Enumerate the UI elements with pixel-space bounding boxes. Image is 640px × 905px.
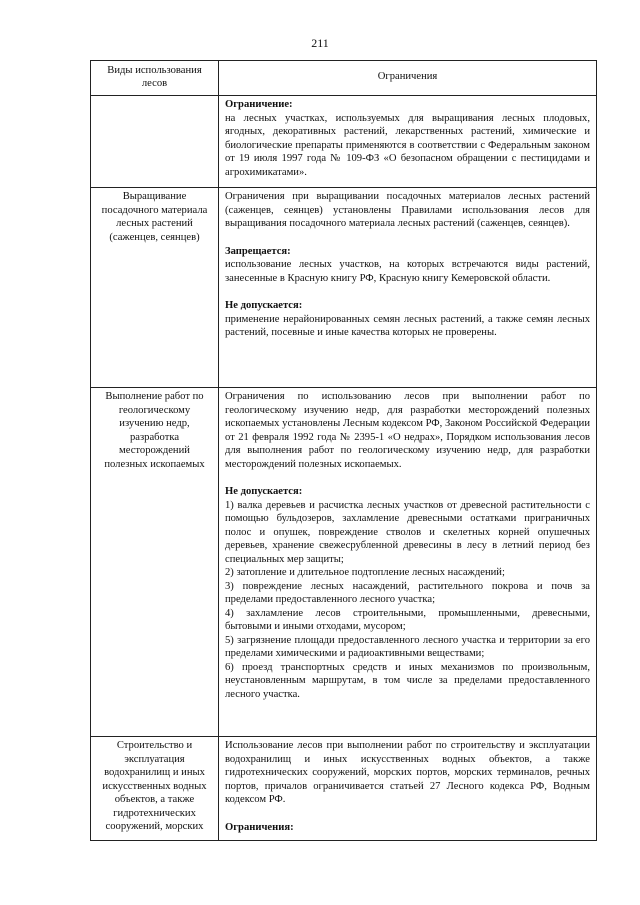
forest-use-cell: Выращивание посадочного материала лесных растений (саженцев, сеянцев) (91, 188, 219, 388)
restrictions-table (90, 60, 597, 841)
block-text: Использование лесов при выполнении работ по строительству и эксплуатации водохранилищ и иных искусственных водных объектов, а также гидротехнических сооружений, морских портов, морских терминалов, речных портов, причалов ограничивается статьей 27 Лесного кодекса РФ, Водным кодексом РФ. (225, 740, 590, 805)
block-text: Ограничения по использованию лесов при выполнении работ по геологическому изучению недр, для разработки месторождений полезных ископаемых установлены Лесным кодексом РФ, Законом Российской Федерации от 21 февраля 1992 года № 2395-1 «О недрах», Порядком использования лесов для выполнения работ по геологическому изучению недр, для разработки месторождений полезных ископаемых. (225, 391, 590, 470)
forest-use-cell: Строительство и эксплуатация водохранилищ и иных искусственных водных объектов, а также гидротехнических сооружений, морских (91, 737, 219, 841)
forest-use-cell (91, 96, 219, 188)
block-text: Ограничения при выращивании посадочных материалов лесных растений (саженцев, сеянцев) установлены Правилами использования лесов для выращивания посадочного материала лесных растений (саженцев, сеянцев). (225, 191, 590, 229)
restrictions-cell (219, 188, 597, 388)
list-item: 1) валка деревьев и расчистка лесных участков от древесной растительности с помощью бульдозеров, захламление древесными остатками приграничных полос и опушек, повреждение стволов и скелетных корней опушечных деревьев, хранение свежесрубленной древесины в лесу в летний период без специальных мер защиты; (225, 499, 590, 565)
restriction-block (225, 485, 590, 701)
restriction-block (225, 821, 590, 835)
forest-use-cell: Выполнение работ по геологическому изучению недр, разработка месторождений полезных ископаемых (91, 388, 219, 737)
page-number: 211 (311, 36, 329, 50)
table-row (91, 96, 597, 188)
block-text: использование лесных участков, на которых встречаются виды растений, занесенные в Красную книгу РФ, Красную книгу Кемеровской области. (225, 259, 590, 284)
list-item: 6) проезд транспортных средств и иных механизмов по произвольным, неустановленным маршрутам, в том числе за пределами предоставленного лесного участка. (225, 661, 590, 700)
block-text: на лесных участках, используемых для выращивания лесных плодовых, ягодных, декоративных растений, лекарственных растений, химические и биологические препараты применяются в соответствии с Федеральным законом от 19 июля 1997 года № 109-ФЗ «О безопасном обращении с пестицидами и агрохимикатами». (225, 112, 590, 178)
block-heading: Ограничения: (225, 821, 294, 833)
block-heading: Ограничение: (225, 99, 293, 110)
restriction-block (225, 739, 590, 807)
table-row (91, 737, 597, 841)
restriction-block (225, 299, 590, 340)
list-item: 4) захламление лесов строительными, промышленными, древесными, бытовыми и иными отходами, мусором; (225, 607, 590, 632)
restriction-block (225, 98, 590, 179)
restriction-block (225, 390, 590, 471)
block-heading: Не допускается: (225, 300, 303, 311)
restriction-block (225, 190, 590, 231)
header-restrictions: Ограничения (219, 61, 597, 96)
table-header-row (91, 61, 597, 96)
list-item: 3) повреждение лесных насаждений, растительного покрова и почв за пределами предоставленного лесного участка; (225, 580, 590, 605)
header-forest-use: Виды использования лесов (91, 61, 219, 96)
table-row (91, 388, 597, 737)
list-item: 5) загрязнение площади предоставленного лесного участка и территории за его пределами химическими и радиоактивными веществами; (225, 634, 590, 659)
block-text: применение нерайонированных семян лесных растений, а также семян лесных растений, посевные и иные качества которых не проверены. (225, 313, 590, 338)
list-item: 2) затопление и длительное подтопление лесных насаждений; (225, 567, 505, 578)
block-heading: Не допускается: (225, 486, 303, 497)
block-heading: Запрещается: (225, 245, 291, 257)
restriction-block (225, 245, 590, 286)
restrictions-cell (219, 388, 597, 737)
table-row (91, 188, 597, 388)
restrictions-cell (219, 96, 597, 188)
restrictions-cell (219, 737, 597, 841)
